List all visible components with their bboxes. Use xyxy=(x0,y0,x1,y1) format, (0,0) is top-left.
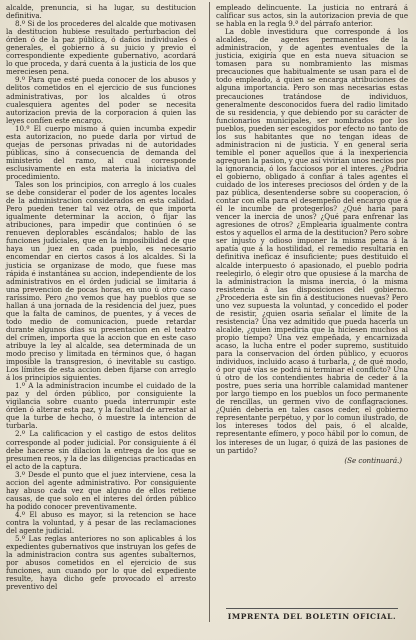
paragraph: Tales son los principios, con arreglo á los cuales se debe considerar el poder de los agentes locales de la administracion considerados en esta calidad. Pero pueden tener tal vez otra, de que importa igualmente determinar la accion, ó fijar las atribuciones, para impedir que continúen ó se renueven deplorables escándalos; hablo de las funciones judiciales, que en la imposibilidad de que haya un juez en cada pueblo, es necesario encomendar en ciertos casos á los alcaldes. Si la justicia se organizase de modo, que fuese mas rápida é instantánea su accion, independiente de los administrativos en el órden judicial se limitaria á una prevencion de pocas horas, en uno ú otro caso raríssimo. Pero ¿no vemos que hay pueblos que se hallan á una jornada de la residencia del juez, pues que la falta de caminos, de puentes, y á veces de todo medio de comunicacion, puede retardar durante algunos dias su presentacion en el teatro del crímen, importa que la accion que en este caso atribuye la ley al alcalde, sea determinada de un modo preciso y limitada en términos que, ó hagan imposible la transgresion, ó inevitable su castigo. Los límites de esta accion deben fijarse con arreglo á los principios siguientes. xyxy=(6,180,196,383)
continuation-note: (Se continuará.) xyxy=(344,455,402,465)
printer-imprint: IMPRENTA DEL BOLETIN OFICIAL. xyxy=(227,612,397,621)
paragraph: 3.º Desde el punto que el juez interviene, cesa la accion del agente administrativo. Por consiguiente hay abuso cada vez que alguno de ellos retiene causas, de que solo en el interes del órden público ha podido conocer preventivamente. xyxy=(6,469,196,511)
paragraph: 9.º Para que esté pueda conocer de los abusos y delitos cometidos en el ejercicio de sus funciones administrativas, por los alcaldes ú otros cualesquiera agentes del poder se necesita autorizacion previa de la corporacion á quien las leyes confíen este encargo. xyxy=(6,75,196,125)
paragraph: empleado delincuente. La justicia no entrará á calificar sus actos, sin la autorizacion previa de que se habla en la regla 9.ª del párrafo anterior. xyxy=(216,3,408,29)
imprint-divider xyxy=(226,608,398,609)
column-divider xyxy=(209,2,210,622)
paragraph: 5.º Las reglas anteriores no son aplicables á los expedientes gubernativos que instruyan los gefes de la administracion contra sus agentes subalternos, por abusos cometidos en el ejercicio de sus funciones, aun cuando por lo que del expediente resulte, haya dicho gefe provocado el arresto preventivo del xyxy=(6,534,196,592)
paragraph: 8.º Si de los procederes del alcalde que motivasen la destitucion hubiese resultado perturbacion del órden ó de la paz pública, ó daños individuales ó generales, el gobierno á su juicio y previo el correspondiente expediente gubernativo, acordará lo que proceda, y dará cuenta á la justicia de los que mereciesen pena. xyxy=(6,19,196,77)
paragraph: La doble investidura que corresponde á los alcaldes, de agentes permanentes de la administracion, y de agentes eventuales de la justicia, exigiría que en esta nueva situacion se tomasen para su nombramiento las mismas precauciones que habitualmente se usan para el de todo empleado, á quien se encarga atribuciones de alguna importancia. Pero son mas necesarias estas precauciones tratándose de individuos, generalmente desconocidos fuera del radio limitado de su residencia, y que debiendo por su carácter de funcionarios municipales, ser nombrados por los pueblos, pueden ser escogidos por efecto no tanto de los sus habitantes que no tengan ideas de administracion ni de justicia. Y en general seria temible el poner aquellos que á la inexperiencia agreguen la pasion, y que así vivirian unos necios por la ignorancia, ó los facciosos por el interes. ¿Podria el gobierno, obligado á confiar á tales agentes el cuidado de los intereses preciosos del órden y de la paz pública, desentenderse sobre su cooperacion, ó contar con ella para el desempeño del encargo que á él le incumbe de protegerlos? ¿Qué haria para vencer la inercia de unos? ¿Qué para enfrenar las agresiones de otros? ¿Emplearia igualmente contra estos y aquellos el arma de la destitucion? Pero sobre ser injusto y odioso imponer la misma pena á la apatía que á la hostilidad, el remedio resultaria en definitiva ineficaz é insuficiente; pues destituido el alcalde interpuesto ó apasionado, el pueblo podria reelegirlo, ó elegir otro que opusiese á la marcha de la administracion la misma inercia, ó la misma resistencia á las disposiciones del gobierno. ¿Procederia este sin fin á destituciones nuevas? Pero uno vez supuesta la voluntad, y concedido el poder de resistir, ¿quien osaria señalar el límite de la resistencia? Una vez admitido que pueda hacerla un alcalde, ¿quien impediria que la hiciesen muchos al propio tiempo? Una vez empeñada, y encarnizada acaso, la lucha entre el poder supremo, sustituido para la conservacion del órden público, y ecuoros individuos, incluido acaso á turbarla, ¿ de qué modo, ó por qué vías se podrá ni terminar el conflicto? Una ú otro de los contendientes habria de ceder á la postre, pues seria una horrible calamidad mantener por largo tiempo en los pueblos un foco permanente de rencillas, un germen vivo de conflagraciones. ¿Quién deberia en tales casos ceder, el gobierno representante perpétuo, y por lo comun ilustrado, de los intereses todos del pais, ó el alcalde, representante efímero, y poco hábil por lo comun, de los intereses de un lugar, ó quizá de las pasiones de un partido? xyxy=(216,27,409,455)
paragraph: 4.º El abuso es mayor, si la retencion se hace contra la voluntad, y á pesar de las reclamaciones del agente judicial. xyxy=(6,509,196,536)
paragraph: 1.º A la administracion incumbe el cuidado de la paz y del órden público, por consiguiente la vigilancia sobre cuanto pueda interrumpir este órden ó alterar esta paz, y la facultad de arrestar al que la turbe de hecho, ó muestre la intencion de turbarla. xyxy=(6,381,196,431)
right-column-text xyxy=(216,4,408,455)
paragraph: alcalde, prenuncia, si ha lugar, su destitucion definitiva. xyxy=(6,3,196,21)
paragraph: 10.º El cuerpo mismo á quien incumba expedir esta autorizacion, no puede darla por virtud de quejas de personas privadas ni de autoridades públicas, sino á consecuencia de demanda del ministerio del ramo, al cual corresponde esclusivamente en esta materia la iniciativa del procedimiento. xyxy=(6,123,196,181)
paragraph: 2.º La calificacion y el castigo de estos delitos corresponde al poder judicial. Por consiguiente á él debe hacerse sin dilacion la entrega de los que se presumen reos, y la de las diligencias practicadas en el acto de la captura. xyxy=(6,429,196,471)
right-column xyxy=(216,4,408,465)
left-column xyxy=(6,4,196,591)
